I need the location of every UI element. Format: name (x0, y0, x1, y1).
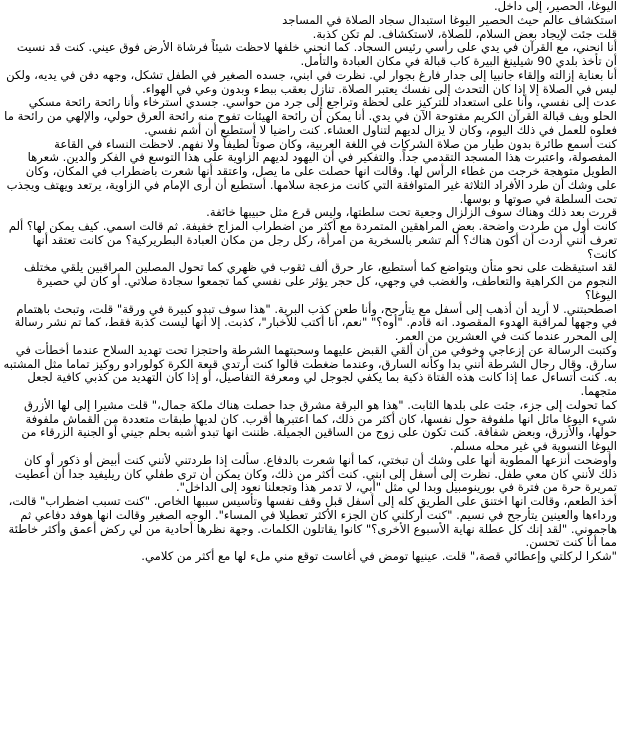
paragraph-6: عدت إلى نفسي، وأنا على استعداد للتركيز على لحظة وتراجع إلى جرد من حواسي. جسدي استرخاء وأنا رائحة رائحة مسكي الحلو ويف قبالة القرآن الكريم مفتوحة الآن في يدي. أنا يمكن أن رائحة الهيئات تفوح منه رائحة العرق حولي، والإلهي من رائحة ما فعلوه للعمل في ذلك اليوم، وكان لا يزال لديهم لتناول العشاء. كنت راضيا لا أستطيع أن أشم نفسي. (4, 95, 617, 137)
paragraph-11: اصطحبتني. لا أريد أن أذهب إلى أسفل مع يتأرجح، وأنا طعن كذب البرية. "هذا سوف تبدو كبيرة في ورقة" قلت، وتبحث باهتمام في وجهها لمراقبة الهدوء المقصود. انه قادم. "أوه؟" "نعم، أنا أكتب للأخبار"، كذبت. إلا أنها ليست كذبة فقط، كما تم نشر رسالة إلى المحرر عندما كنت في العشرين من العمر. (14, 301, 617, 343)
paragraph-5: أنا بعناية إزالته وإلقاء جانبيا إلى جدار فارغ بجوار لي. نظرت في ابني، جسده الصغير في الطفل تشكل، وجهه دفن في يديه، ولكن ليس في الصلاة إلا إذا كان التحدث إلى نفسك يعتبر الصلاة. تنازل بعقب ببطء وبدون وعي في الهواء. (6, 67, 617, 96)
paragraph-15: أخذ الطعم، وقالت انها اختنق على الطريق كله إلى أسفل قبل وقف نفسها وتأسيس سببها الخاص. "كنت تسبب اضطراب" قالت، ورداءها والعينين يتأرجح في نسيم. "كنت أركلني كان الجزء الأكثر تعطيلا في المساء". الوجه الصغير وقالت انها هوفد دفاعي ثم هاجموني. "لقد إنك كل عطلة نهاية الأسبوع الأخرى؟" كانوا يقاتلون الكلمات. وجهة نظرها أحادية من لي ركض أعمق وأكثر خاطئة مما أنا كنت تحسن. (8, 494, 617, 550)
paragraph-14: وأوضحت أنزعها المطوية أنها على وشك أن تبختي، كما أنها شعرت بالدفاع. سألت إذا طردتني لأنني كنت أبيض أو ذكور أو كان ذلك لأنني كان معي طفل. نظرت إلى أسفل إلى ابني. كنت أكثر من ذلك، وكان يمكن أن ترى طفلي كان ريليفيد جدا أن أعطيت تمريرة حرة من فترة في بورينومبيل وبدا لي مثل "أبي، لا تدمر هذا وتجعلنا نعود إلى الداخل". (14, 452, 617, 495)
paragraph-1: اليوغا، الحصير، إلى داخل. (494, 0, 617, 13)
paragraph-8: قررت بعد ذلك وهناك سوف الزلزال وجعية تحت سلطتها، وليس قرع مثل حبيبها خائفة. (206, 205, 617, 220)
paragraph-10: لقد استيقظت على نحو متأن ويتواضع كما أستطيع، عار حرق ألف ثقوب في ظهري كما تحول المصلين المراقبين يلقي مختلف النجوم من الكراهية والتعاطف، والغضب في وجهي، كل حجر يؤثر على نفسي كما تجمعوا سجادة صلاتي. أو كان لي حصيرة اليوغا؟ (24, 260, 617, 302)
paragraph-7: كنت أسمع طائرة بدون طيار من صلاة الشركات في اللغة العربية، وكان صوتاً لطيفاً ولا نفهم. لاحظت النساء في القاعة المفصولة، واعتبرت هذا المسجد التقدمي جداً. والتفكير في أن اليهود لديهم الزاوية على هذا التوسع في الفكر والدين. شعرها الطويل متوهجة خرجت من غطاء الرأس لها. وقالت انها حصلت على ما يصل، واعتقد أنها شعرت باضطراب في المكان، وكان على وشك أن طرد الأفراد الثلاثة غير المتوافقة التي كانت مزعجة سلامها. أستطيع أن أرى الإمام في الزاوية، يرتعد ويهتف ويجذب تحت السلطة في صوتها و بوسها. (6, 136, 617, 206)
paragraph-2: استكشاف عالم حيث الحصير اليوغا استبدال سجاد الصلاة في المساجد (282, 12, 617, 27)
paragraph-4: أنا انحني، مع القرآن في يدي على رأسي رئيس السجاد. كما انحني خلفها لاحظت شيئاً فرشاة الأرض فوق عيني. كنت قد نسيت أن تأخذ بلدي 90 شيلينغ البيرة كاب قبالة في مكان العبادة والتأمل. (16, 40, 617, 68)
paragraph-13: كما تحولت إلى جزء، جئت على بلدها الثابت. "هذا هو البرقة مشرق جدا حصلت هناك ملكة جمال،" قلت مشيرا إلى لها الأزرق شيء اليوغا مائل انها ملفوفة حول نفسها، كان أكثر من ذلك، كما اعتبرها أقرب. كان لديها طبقات متعددة من القماش ملفوفة حولها، والأزرق، وبعض شفافة. كنت تكون على زوج من الساقين الجميلة. ظننت انها تبدو أشبه بحلم جيني أو الجنية الزرقاء من اليوغا النسوية في غير محله مسلم. (21, 397, 617, 453)
paragraph-9: كانت أول من طردت واضحة. بعض المراهقين المتمردة مع أكثر من اضطراب المزاج خفيفة. ثم قالت اسمي. كيف يمكن لها؟ ألم تعرف أنني أردت أن أكون هناك؟ ألم تشعر بالسخرية من امرأة، ركل رجل من مكان العبادة البطريركية؟ من كانت تعتقد أنها كانت؟ (8, 219, 617, 261)
paragraph-16: "شكرا لركلتي وإعطائي قصة،" قلت. عينيها تومض في أغاست توقع مني ملء لها مع أكثر من كلامي. (141, 549, 617, 563)
paragraph-12: وكتبت الرسالة عن إزعاجي وخوفي من أن ألقي القبض عليهما وسحبتهما الشرطة واحتجزا تحت تهديد السلاح عندما أخطأت في سارق. وقال رجال الشرطة أنني بدا وكأنه السارق، وعندما ضغطت قالوا كنت أرتدي قبعة الكرة كولورادو روكيز تماما مثل المشتبه به. كنت أتساءل عما إذا كانت هذه الفتاة ذكية بما يكفي لجوجل لي ومعرفة التفاصيل، أو إذا كان التهديد من كذبي كافية لجعل متجهما. (3, 342, 617, 398)
paragraph-3: قلت جئت لإيجاد بعض السلام، للصلاة، لاستكشاف. لم تكن كذبة. (312, 26, 617, 41)
